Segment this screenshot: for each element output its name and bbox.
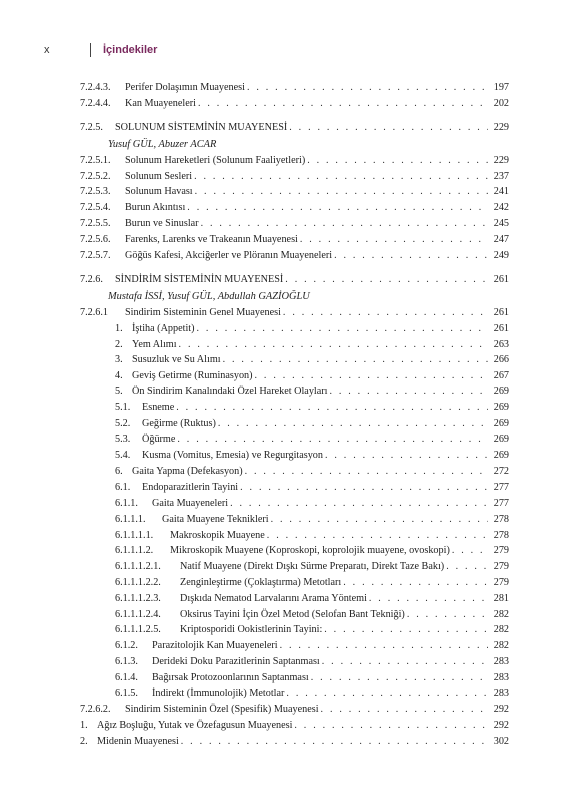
toc-entry[interactable] [80,248,509,264]
entry-number: 1. [115,323,123,334]
entry-page-number: 278 [493,514,509,525]
entry-number: 2. [115,339,123,350]
entry-title: İştiha (Appetit) [132,323,195,334]
dot-leader [271,512,488,528]
entry-title: Esneme [142,402,175,413]
entry-page-number: 229 [493,155,509,166]
entry-title: Oksirus Tayini İçin Özel Metod (Selofan Bant Tekniği) [180,609,405,620]
entry-number: 6.1.5. [115,688,138,699]
entry-title: SİNDİRİM SİSTEMİNİN MUAYENESİ [115,274,284,285]
entry-title: Mikroskopik Muayene (Koproskopi, koprolojik muayene, ovoskopi) [170,545,450,556]
toc-entry[interactable] [115,543,509,559]
entry-page-number: 267 [493,370,509,381]
entry-title: Midenin Muayenesi [97,736,179,747]
dot-leader [230,496,488,512]
dot-leader [307,153,488,169]
toc-entry[interactable] [115,416,509,432]
toc-entry[interactable] [115,368,509,384]
dot-leader [446,559,488,575]
entry-page-number: 266 [493,354,509,365]
entry-page-number: 237 [493,171,509,182]
entry-number: 5.4. [115,450,131,461]
toc-entry[interactable] [115,686,509,702]
dot-leader [325,448,488,464]
toc-entry[interactable] [80,216,509,232]
entry-title: Burun Akıntısı [125,202,186,213]
toc-entry[interactable] [80,718,509,734]
entry-page-number: 269 [493,434,509,445]
entry-page-number: 197 [493,82,509,93]
entry-title: İndirekt (İmmunolojik) Metotlar [152,688,285,699]
entry-page-number: 279 [493,545,509,556]
entry-title: Susuzluk ve Su Alımı [132,354,221,365]
entry-title: Dışkıda Nematod Larvalarını Arama Yöntemi [180,593,367,604]
dot-leader [300,232,488,248]
toc-entry[interactable] [115,384,509,400]
toc-entry[interactable] [115,400,509,416]
entry-page-number: 283 [493,672,509,683]
entry-number: 7.2.5.3. [80,186,111,197]
dot-leader [280,638,488,654]
dot-leader [240,480,488,496]
entry-page-number: 282 [493,609,509,620]
toc-entry[interactable] [80,184,509,200]
toc-entry[interactable] [115,591,509,607]
entry-number: 7.2.6.2. [80,704,111,715]
dot-leader [187,200,488,216]
entry-title: SOLUNUM SİSTEMİNİN MUAYENESİ [115,122,288,133]
entry-title: Derideki Doku Parazitlerinin Saptanması [152,656,320,667]
entry-title: Ağız Boşluğu, Yutak ve Özefagusun Muayenesi [97,720,293,731]
entry-title: Natif Muayene (Direkt Dışkı Sürme Preparatı, Direkt Taze Bakı) [180,561,445,572]
toc-entry[interactable] [115,559,509,575]
entry-page-number: 279 [493,561,509,572]
entry-title: Farenks, Larenks ve Trakeanın Muayenesi [125,234,298,245]
dot-leader [218,416,488,432]
entry-number: 5.1. [115,402,131,413]
entry-page-number: 282 [493,624,509,635]
entry-number: 6.1.4. [115,672,138,683]
toc-entry[interactable] [115,496,509,512]
entry-title: Gaita Muayene Teknikleri [162,514,269,525]
dot-leader [194,169,488,185]
entry-page-number: 242 [493,202,509,213]
entry-number: 3. [115,354,123,365]
entry-title: Gaita Muayeneleri [152,498,229,509]
entry-number: 6.1.1.1.2.4. [115,609,161,620]
dot-leader [195,184,488,200]
entry-page-number: 249 [493,250,509,261]
dot-leader [267,528,488,544]
toc-entry[interactable] [115,638,509,654]
entry-number: 6.1.1.1.1. [115,530,154,541]
entry-page-number: 269 [493,450,509,461]
toc-entry[interactable] [115,321,509,337]
entry-number: 7.2.5.4. [80,202,111,213]
dot-leader [283,305,488,321]
entry-page-number: 261 [493,274,509,285]
entry-page-number: 263 [493,339,509,350]
entry-title: Parazitolojik Kan Muayeneleri [152,640,278,651]
entry-title: Öğürme [142,434,176,445]
entry-title: Makroskopik Muayene [170,530,265,541]
entry-number: 6.1. [115,482,131,493]
page-number: x [44,44,50,56]
toc-entry[interactable] [80,272,509,288]
toc-entry[interactable] [115,432,509,448]
entry-title: Kusma (Vomitus, Emesia) ve Regurgitasyon [142,450,323,461]
entry-number: 2. [80,736,88,747]
entry-number: 4. [115,370,123,381]
toc-entry[interactable] [115,654,509,670]
toc-entry[interactable] [80,169,509,185]
header-title: İçindekiler [103,44,158,56]
dot-leader [369,591,488,607]
entry-title: Solunum Hareketleri (Solunum Faaliyetleri) [125,155,306,166]
entry-number: 5.2. [115,418,131,429]
entry-page-number: 229 [493,122,509,133]
entry-page-number: 281 [493,593,509,604]
entry-title: Yem Alımı [132,339,177,350]
entry-page-number: 302 [493,736,509,747]
dot-leader [176,400,488,416]
toc-entry[interactable] [115,337,509,353]
entry-title: Solunum Sesleri [125,171,193,182]
toc-entry[interactable] [115,528,509,544]
entry-number: 6.1.1.1.2.3. [115,593,161,604]
entry-title: Endoparazitlerin Tayini [142,482,239,493]
entry-page-number: 278 [493,530,509,541]
toc-entry[interactable] [80,232,509,248]
dot-leader [201,216,488,232]
dot-leader [334,248,488,264]
toc-entry[interactable] [115,480,509,496]
entry-title: Perifer Dolaşımın Muayenesi [125,82,245,93]
entry-page-number: 269 [493,402,509,413]
dot-leader [329,384,488,400]
entry-title: Geğirme (Ruktus) [142,418,216,429]
entry-page-number: 283 [493,688,509,699]
toc-entry[interactable] [80,305,509,321]
entry-page-number: 292 [493,720,509,731]
entry-number: 6.1.1.1.2.2. [115,577,161,588]
entry-title: Gaita Yapma (Defekasyon) [132,466,243,477]
entry-number: 7.2.5.1. [80,155,111,166]
toc-entry[interactable] [115,512,509,528]
dot-leader [311,670,488,686]
entry-number: 7.2.6. [80,274,103,285]
entry-title: Göğüs Kafesi, Akciğerler ve Plöranın Muayeneleri [125,250,333,261]
entry-page-number: 279 [493,577,509,588]
section-authors: Yusuf GÜL, Abuzer ACAR [108,139,217,150]
entry-title: Kriptosporidi Ookistlerinin Tayini: [180,624,323,635]
entry-number: 6.1.1.1.2.5. [115,624,161,635]
dot-leader [452,543,488,559]
dot-leader [198,96,488,112]
entry-page-number: 245 [493,218,509,229]
dot-leader [294,718,488,734]
entry-number: 6.1.3. [115,656,138,667]
entry-title: Geviş Getirme (Ruminasyon) [132,370,253,381]
toc-entry[interactable] [80,702,509,718]
entry-title: Bağırsak Protozoonlarının Saptanması [152,672,309,683]
entry-number: 5.3. [115,434,131,445]
entry-number: 5. [115,386,123,397]
toc-entry[interactable] [115,622,509,638]
entry-number: 6.1.2. [115,640,138,651]
entry-title: Ön Sindirim Kanalındaki Özel Hareket Olayları [132,386,328,397]
toc-entry[interactable] [80,96,509,112]
entry-number: 7.2.4.4. [80,98,111,109]
entry-page-number: 269 [493,386,509,397]
entry-page-number: 277 [493,498,509,509]
dot-leader [223,352,488,368]
section-authors: Mustafa İSSİ, Yusuf GÜL, Abdullah GAZİOĞLU [108,291,310,302]
dot-leader [324,622,488,638]
entry-page-number: 202 [493,98,509,109]
dot-leader [285,272,488,288]
entry-page-number: 282 [493,640,509,651]
toc-entry[interactable] [115,464,509,480]
toc-entry[interactable] [115,670,509,686]
toc-entry[interactable] [115,352,509,368]
entry-title: Burun ve Sinuslar [125,218,199,229]
toc-entry[interactable] [80,80,509,96]
entry-number: 7.2.4.3. [80,82,111,93]
dot-leader [177,432,488,448]
toc-entry[interactable] [80,200,509,216]
dot-leader [289,120,488,136]
dot-leader [407,607,488,623]
dot-leader [181,734,488,750]
entry-number: 6. [115,466,123,477]
header-divider [90,43,91,57]
toc-entry[interactable] [115,575,509,591]
entry-number: 7.2.5.2. [80,171,111,182]
dot-leader [197,321,488,337]
dot-leader [247,80,488,96]
dot-leader [321,702,488,718]
entry-number: 6.1.1.1.2. [115,545,154,556]
entry-number: 7.2.6.1 [80,307,109,318]
entry-title: Zenginleştirme (Çoklaştırma) Metotları [180,577,342,588]
entry-page-number: 292 [493,704,509,715]
dot-leader [245,464,488,480]
entry-page-number: 241 [493,186,509,197]
dot-leader [343,575,488,591]
entry-number: 7.2.5.7. [80,250,111,261]
toc-entry[interactable] [115,448,509,464]
entry-number: 6.1.1.1.2.1. [115,561,161,572]
entry-number: 6.1.1.1. [115,514,146,525]
entry-page-number: 283 [493,656,509,667]
entry-number: 7.2.5. [80,122,103,133]
entry-title: Kan Muayeneleri [125,98,196,109]
entry-title: Sindirim Sisteminin Özel (Spesifik) Muayenesi [125,704,319,715]
entry-page-number: 269 [493,418,509,429]
toc-entry[interactable] [80,734,509,750]
entry-page-number: 261 [493,307,509,318]
entry-page-number: 277 [493,482,509,493]
entry-number: 7.2.5.5. [80,218,111,229]
entry-page-number: 247 [493,234,509,245]
toc-entry[interactable] [80,120,509,136]
toc-entry[interactable] [80,153,509,169]
entry-page-number: 272 [493,466,509,477]
entry-page-number: 261 [493,323,509,334]
dot-leader [286,686,488,702]
dot-leader [322,654,488,670]
entry-title: Sindirim Sisteminin Genel Muayenesi [125,307,281,318]
entry-title: Solunum Havası [125,186,193,197]
entry-number: 7.2.5.6. [80,234,111,245]
toc-entry[interactable] [115,607,509,623]
dot-leader [255,368,488,384]
entry-number: 1. [80,720,88,731]
dot-leader [179,337,488,353]
page-header [44,42,157,58]
entry-number: 6.1.1. [115,498,138,509]
